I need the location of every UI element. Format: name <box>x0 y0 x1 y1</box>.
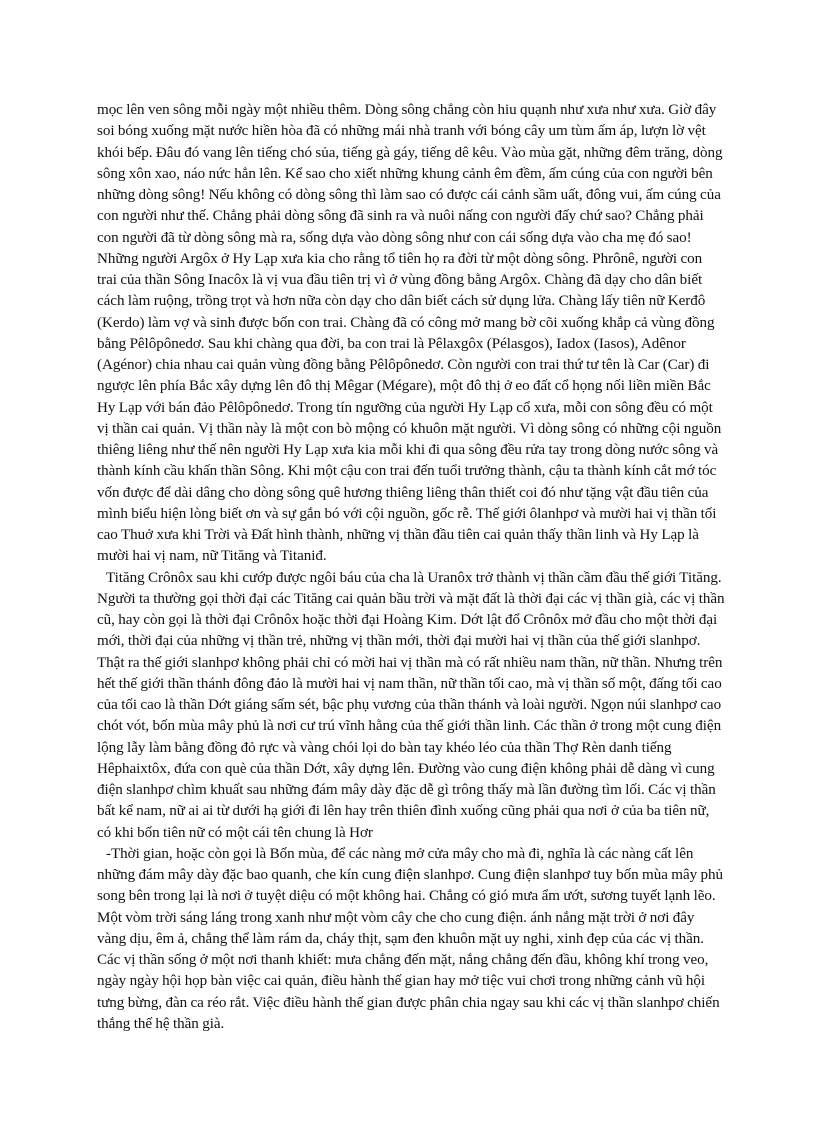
paragraph-1: mọc lên ven sông mỗi ngày một nhiều thêm. Dòng sông chẳng còn hiu quạnh như xưa như xưa. Giờ đây soi bóng xuống mặt nước hiền hòa đã có những mái nhà tranh với bóng cây um tùm ấm áp, lượn lờ vệt khói bếp. Đâu đó vang lên tiếng chó sủa, tiếng gà gáy, tiếng dê kêu. Vào mùa gặt, những đêm trăng, dòng sông xôn xao, náo nức hẳn lên. Kể sao cho xiết những khung cảnh êm đềm, ấm cúng của con người bên những dòng sông! Nếu không có dòng sông thì làm sao có được cái cảnh sầm uất, đông vui, ấm cúng của con người như thế. Chẳng phải dòng sông đã sinh ra và nuôi nấng con người đấy chứ sao? Chẳng phải con người đã từ dòng sông mà ra, sống dựa vào dòng sông như con cái sống dựa vào cha mẹ đó sao! Những người Argôx ở Hy Lạp xưa kia cho rằng tổ tiên họ ra đời từ một dòng sông. Phrônê, người con trai của thần Sông Inacôx là vị vua đầu tiên trị vì ở vùng đồng bằng Argôx. Chàng đã dạy cho dân biết cách làm ruộng, trồng trọt và hơn nữa còn dạy cho dân biết cách sử dụng lửa. Chàng lấy tiên nữ Kerđô (Kerdo) làm vợ và sinh được bốn con trai. Chàng đã có công mở mang bờ cõi xuống khắp cả vùng đồng bằng Pêlôpônedơ. Sau khi chàng qua đời, ba con trai là Pêlaxgôx (Pélasgos), Iadox (Iasos), Adênor (Agénor) chia nhau cai quản vùng đồng bằng Pêlôpônedơ. Còn người con trai thứ tư tên là Car (Car) đi ngược lên phía Bắc xây dựng lên đô thị Mêgar (Mégare), một đô thị ở eo đất cổ họng nối liền miền Bắc Hy Lạp với bán đảo Pêlôpônedơ. Trong tín ngưỡng của người Hy Lạp cổ xưa, mỗi con sông đều có một vị thần cai quản. Vị thần này là một con bò mộng có khuôn mặt người. Vì dòng sông có những cội nguồn thiêng liêng như thế nên người Hy Lạp xưa kia mỗi khi đi qua sông đều rửa tay trong dòng nước sông và thành kính cầu khấn thần Sông. Khi một cậu con trai đến tuổi trưởng thành, cậu ta thành kính cắt mớ tóc vốn được để dài dâng cho dòng sông quê hương thiêng liêng thân thiết coi đó như tặng vật đầu tiên của mình biểu hiện lòng biết ơn và sự gắn bó với cội nguồn, gốc rễ. Thế giới ôlanhpơ và mười hai vị thần tối cao Thuở xưa khi Trời và Đất hình thành, những vị thần đầu tiên cai quản thấy thần linh và Hy Lạp là mười hai vị nam, nữ Tităng và Titaniđ. <box>97 102 723 565</box>
paragraph-2: Tităng Crônôx sau khi cướp được ngôi báu của cha là Uranôx trở thành vị thần cầm đầu thế giới Tităng. Người ta thường gọi thời đại các Tităng cai quản bầu trời và mặt đất là thời đại các vị thần già, các vị thần cũ, hay còn gọi là thời đại Crônôx hoặc thời đại Hoàng Kim. Dớt lật đổ Crônôx mở đầu cho một thời đại mới, thời đại của những vị thần trẻ, những vị thần mới, thời đại mười hai vị thần của thế giới slanhpơ. Thật ra thế giới slanhpơ không phải chỉ có mời hai vị thần mà có rất nhiều nam thần, nữ thần. Nhưng trên hết thế giới thần thánh đông đảo là mười hai vị nam thần, nữ thần tối cao, mà vị thần số một, đấng tối cao của tối cao là thần Dớt giáng sấm sét, bậc phụ vương của thần thánh và loài người. Ngọn núi slanhpơ cao chót vót, bốn mùa mây phủ là nơi cư trú vĩnh hằng của thế giới thần linh. Các thần ở trong một cung điện lộng lẫy làm bằng đồng đỏ rực và vàng chói lọi do bàn tay khéo léo của thần Thợ Rèn danh tiếng Hêphaixtôx, đứa con què của thần Dớt, xây dựng lên. Đường vào cung điện không phải dễ dàng vì cung điện slanhpơ chìm khuất sau những đám mây dày đặc dễ gì trông thấy mà lần đường tìm lối. Các vị thần bất kể nam, nữ ai ai từ dưới hạ giới đi lên hay trên thiên đình xuống cũng phải qua nơi ở của ba tiên nữ, có khi bốn tiên nữ có một cái tên chung là Hơr <box>97 569 725 841</box>
paragraph-3: -Thời gian, hoặc còn gọi là Bốn mùa, để các nàng mở cửa mây cho mà đi, nghĩa là các nàng cất lên những đám mây dày đặc bao quanh, che kín cung điện slanhpơ. Cung điện slanhpơ tuy bốn mùa mây phủ song bên trong lại là nơi ở tuyệt diệu có một không hai. Chẳng có gió mưa ẩm ướt, sương tuyết lạnh lẽo. Một vòm trời sáng láng trong xanh như một vòm cây che cho cung điện. ánh nắng mặt trời ở nơi đây vàng dịu, êm ả, chẳng thể làm rám da, cháy thịt, sạm đen khuôn mặt uy nghi, xinh đẹp của các vị thần. Các vị thần sống ở một nơi thanh khiết: mưa chẳng đến mặt, nắng chẳng đến đầu, không khí trong veo, ngày ngày hội họp bàn việc cai quản, điều hành thế gian hay mở tiệc vui chơi trong những cảnh vũ hội tưng bừng, đàn ca réo rắt. Việc điều hành thế gian được phân chia ngay sau khi các vị thần slanhpơ chiến thắng thế hệ thần già. <box>97 845 724 1032</box>
document-page <box>97 100 725 1035</box>
